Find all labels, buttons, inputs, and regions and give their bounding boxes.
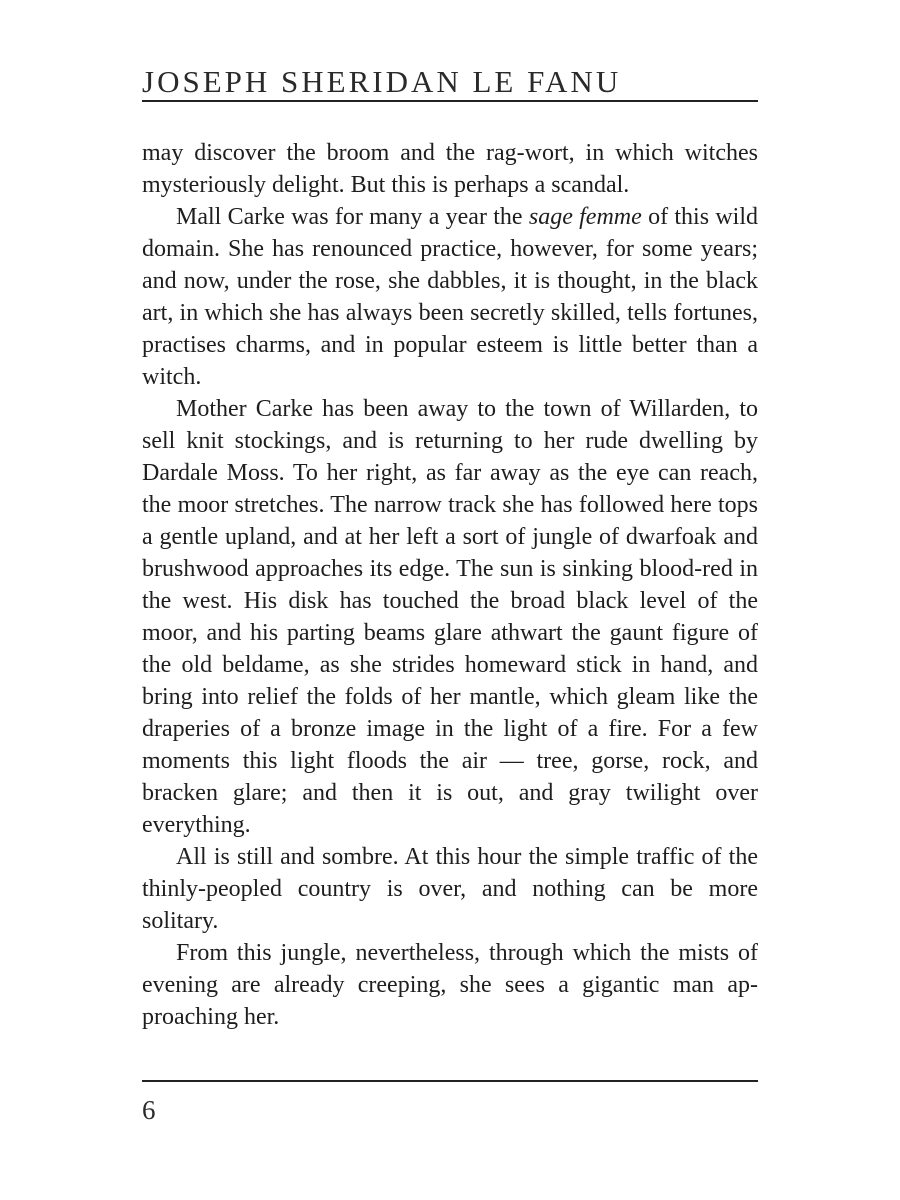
header-rule xyxy=(142,100,758,102)
paragraph xyxy=(142,937,758,1033)
paragraph-text: All is still and sombre. At this hour the simple traffic of the thinly-peopled country is over, and nothing can be more solitary. xyxy=(142,844,758,934)
paragraph xyxy=(142,201,758,393)
paragraph-text: of this wild domain. She has renounced practice, however, for some years; and now, under the rose, she dabbles, it is thought, in the black art, in which she has always been secretly skilled, tells fortunes, practises charms, and in popular esteem is little better than a witch. xyxy=(142,204,758,390)
paragraph xyxy=(142,137,758,201)
paragraph-text: Mall Carke was for many a year the xyxy=(176,204,529,230)
paragraph-text: Mother Carke has been away to the town of Willarden, to sell knit stockings, and is returning to her rude dwelling by Dardale Moss. To her right, as far away as the eye can reach, the moor stretches. The narrow track she has followed here tops a gentle upland, and at her left a sort of jungle of dwarfoak and brushwood approaches its edge. The sun is sinking blood-red in the west. His disk has touched the broad black level of the moor, and his parting beams glare athwart the gaunt figure of the old beldame, as she strides homeward stick in hand, and bring into relief the folds of her mantle, which gleam like the draperies of a bronze image in the light of a fire. For a few moments this light floods the air — tree, gorse, rock, and bracken glare; and then it is out, and gray twilight over everything. xyxy=(142,396,758,838)
body-text xyxy=(142,137,758,1033)
italic-phrase: sage femme xyxy=(528,204,642,230)
paragraph-text: may discover the broom and the rag-wort, in which witches mysteriously delight. But this is perhaps a scandal. xyxy=(142,140,758,198)
page-number: 6 xyxy=(142,1095,156,1125)
running-head-author: JOSEPH SHERIDAN LE FANU xyxy=(142,64,622,99)
paragraph xyxy=(142,393,758,841)
footer-rule xyxy=(142,1080,758,1082)
paragraph xyxy=(142,841,758,937)
paragraph-text: From this jungle, nevertheless, through which the mists of evening are already creeping, she sees a gigantic man approaching her. xyxy=(142,940,758,1030)
